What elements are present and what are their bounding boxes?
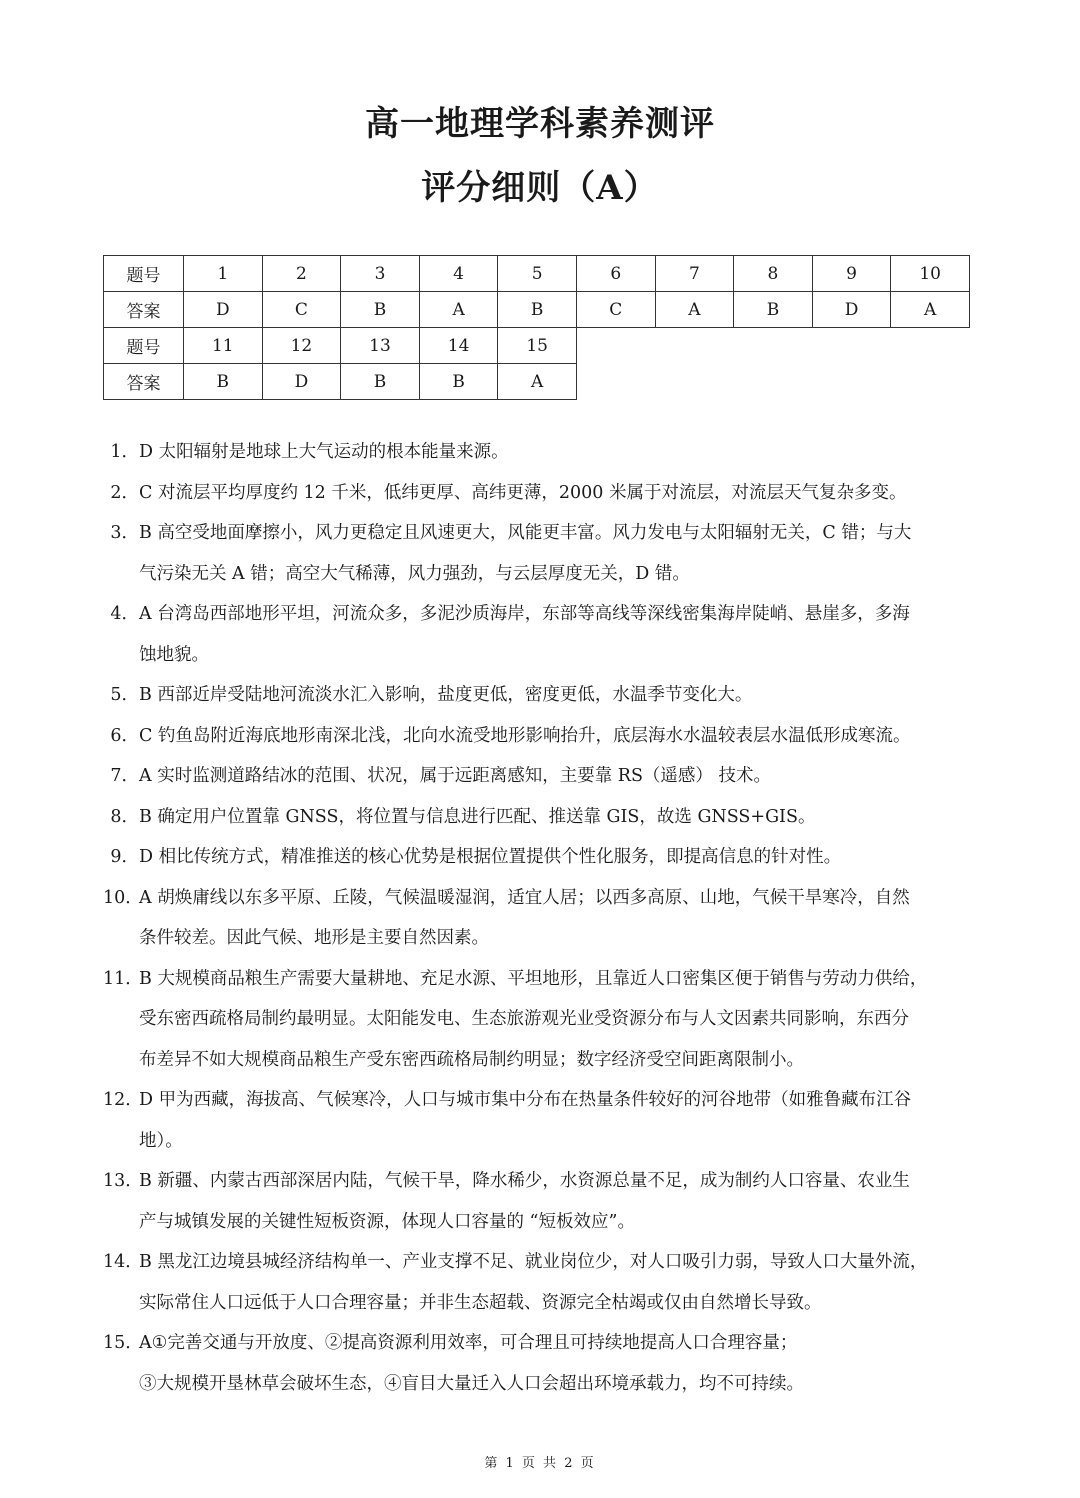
question-number-cell: 12 <box>262 328 341 364</box>
item-line: B 黑龙江边境县城经济结构单一、产业支撑不足、就业岗位少，对人口吸引力弱，导致人口大量外流， <box>139 1252 928 1272</box>
item-text <box>139 473 981 514</box>
item-number: 15． <box>103 1333 143 1353</box>
item-text <box>139 878 981 959</box>
answer-cell: B <box>734 292 813 328</box>
empty-cell <box>576 328 969 364</box>
item-line: ③大规模开垦林草会破坏生态，④盲目大量迁入人口会超出环境承载力，均不可持续。 <box>139 1373 804 1394</box>
item-line: 实际常住人口远低于人口合理容量；并非生态超载、资源完全枯竭或仅由自然增长导致。 <box>139 1292 822 1313</box>
item-line: A 胡焕庸线以东多平原、丘陵，气候温暖湿润，适宜人居；以西多高原、山地，气候干旱寒冷，自然 <box>139 887 910 908</box>
item-number: 7． <box>110 766 139 786</box>
item-number: 9． <box>110 847 139 867</box>
item-number: 2． <box>110 482 139 503</box>
answer-cell: D <box>184 292 263 328</box>
document-subtitle: 评分细则（A） <box>421 168 659 208</box>
item-line: B 确定用户位置靠 GNSS，将位置与信息进行匹配、推送靠 GIS，故选 GNSS+GIS。 <box>139 806 816 827</box>
item-number: 13． <box>103 1171 143 1191</box>
answer-cell: A <box>498 364 577 400</box>
item-line: A 台湾岛西部地形平坦，河流众多，多泥沙质海岸，东部等高线等深线密集海岸陡峭、悬崖多，多海 <box>139 604 910 624</box>
explanation-item <box>103 878 981 959</box>
question-number-cell: 13 <box>341 328 420 364</box>
item-text <box>139 797 981 838</box>
explanation-list <box>103 432 981 1404</box>
answer-cell: A <box>419 292 498 328</box>
explanation-item <box>103 473 981 514</box>
table-row-answer <box>104 292 970 328</box>
explanation-item <box>103 1080 981 1161</box>
item-text <box>139 1161 981 1242</box>
item-line: B 大规模商品粮生产需要大量耕地、充足水源、平坦地形，且靠近人口密集区便于销售与劳动力供给， <box>139 968 928 989</box>
question-number-cell: 10 <box>891 256 970 292</box>
item-line: 布差异不如大规模商品粮生产受东密西疏格局制约明显；数字经济受空间距离限制小。 <box>139 1049 804 1070</box>
item-text <box>139 513 981 594</box>
row-label-answer: 答案 <box>104 364 184 400</box>
question-number-cell: 4 <box>419 256 498 292</box>
item-number: 1． <box>110 442 139 462</box>
item-number: 6． <box>110 725 139 746</box>
question-number-cell: 8 <box>734 256 813 292</box>
item-text <box>139 1323 981 1404</box>
question-number-cell: 7 <box>655 256 734 292</box>
item-number: 14． <box>103 1252 143 1272</box>
explanation-item <box>103 756 981 797</box>
empty-cell <box>576 364 969 400</box>
item-line: A①完善交通与开放度、②提高资源利用效率，可合理且可持续地提高人口合理容量； <box>139 1333 798 1353</box>
item-number: 3． <box>110 523 139 543</box>
question-number-cell: 9 <box>812 256 891 292</box>
item-line: C 钓鱼岛附近海底地形南深北浅，北向水流受地形影响抬升，底层海水水温较表层水温低形成寒流。 <box>139 725 911 746</box>
question-number-cell: 14 <box>419 328 498 364</box>
explanation-item <box>103 675 981 716</box>
item-line: B 高空受地面摩擦小，风力更稳定且风速更大，风能更丰富。风力发电与太阳辐射无关，C 错；与大 <box>139 523 912 543</box>
item-line: D 相比传统方式，精准推送的核心优势是根据位置提供个性化服务，即提高信息的针对性。 <box>139 847 842 867</box>
explanation-item <box>103 959 981 1081</box>
item-line: 蚀地貌。 <box>139 644 209 665</box>
item-line: 产与城镇发展的关键性短板资源，体现人口容量的 “短板效应”。 <box>139 1211 635 1232</box>
item-text <box>139 432 981 473</box>
answer-table <box>103 255 970 400</box>
item-line: B 新疆、内蒙古西部深居内陆，气候干旱，降水稀少，水资源总量不足，成为制约人口容量、农业生 <box>139 1171 910 1191</box>
item-number: 10． <box>103 887 143 908</box>
answer-cell: A <box>655 292 734 328</box>
explanation-item <box>103 837 981 878</box>
explanation-item <box>103 1161 981 1242</box>
item-text <box>139 675 981 716</box>
item-text <box>139 1080 981 1161</box>
answer-cell: B <box>184 364 263 400</box>
explanation-item <box>103 513 981 594</box>
question-number-cell: 15 <box>498 328 577 364</box>
item-line: B 西部近岸受陆地河流淡水汇入影响，盐度更低，密度更低，水温季节变化大。 <box>139 685 753 705</box>
item-line: 气污染无关 A 错；高空大气稀薄，风力强劲，与云层厚度无关，D 错。 <box>139 563 690 584</box>
answer-cell: B <box>341 292 420 328</box>
item-line: D 甲为西藏，海拔高、气候寒冷，人口与城市集中分布在热量条件较好的河谷地带（如雅鲁藏布江谷 <box>139 1090 912 1110</box>
answer-cell: C <box>262 292 341 328</box>
table-row-answer <box>104 364 970 400</box>
item-line: 条件较差。因此气候、地形是主要自然因素。 <box>139 928 489 948</box>
table-row-question <box>104 328 970 364</box>
explanation-item <box>103 797 981 838</box>
explanation-item <box>103 716 981 757</box>
row-label-answer: 答案 <box>104 292 184 328</box>
question-number-cell: 2 <box>262 256 341 292</box>
question-number-cell: 5 <box>498 256 577 292</box>
page-number: 第 1 页 共 2 页 <box>484 1456 596 1471</box>
item-text <box>139 1242 981 1323</box>
item-line: 地）。 <box>139 1130 183 1151</box>
item-text <box>139 959 981 1081</box>
question-number-cell: 11 <box>184 328 263 364</box>
item-line: 受东密西疏格局制约最明显。太阳能发电、生态旅游观光业受资源分布与人文因素共同影响，东西分 <box>139 1009 909 1029</box>
item-text <box>139 837 981 878</box>
item-text <box>139 594 981 675</box>
item-number: 4． <box>110 604 139 624</box>
explanation-item <box>103 1242 981 1323</box>
explanation-item <box>103 594 981 675</box>
row-label-question: 题号 <box>104 256 184 292</box>
row-label-question: 题号 <box>104 328 184 364</box>
item-text <box>139 716 981 757</box>
item-number: 8． <box>110 806 139 827</box>
answer-cell: B <box>419 364 498 400</box>
document-title: 高一地理学科素养测评 <box>365 104 715 144</box>
question-number-cell: 6 <box>576 256 655 292</box>
answer-cell: D <box>262 364 341 400</box>
item-number: 5． <box>110 685 139 705</box>
question-number-cell: 1 <box>184 256 263 292</box>
answer-cell: D <box>812 292 891 328</box>
table-row-question <box>104 256 970 292</box>
item-line: A 实时监测道路结冰的范围、状况，属于远距离感知，主要靠 RS（遥感） 技术。 <box>139 766 771 786</box>
explanation-item <box>103 432 981 473</box>
item-line: D 太阳辐射是地球上大气运动的根本能量来源。 <box>139 442 509 462</box>
answer-cell: B <box>498 292 577 328</box>
item-line: C 对流层平均厚度约 12 千米，低纬更厚、高纬更薄，2000 米属于对流层，对流层天气复杂多变。 <box>139 482 907 503</box>
item-number: 12． <box>103 1090 143 1110</box>
item-text <box>139 756 981 797</box>
item-number: 11． <box>103 968 143 989</box>
answer-cell: B <box>341 364 420 400</box>
explanation-item <box>103 1323 981 1404</box>
answer-cell: C <box>576 292 655 328</box>
answer-cell: A <box>891 292 970 328</box>
question-number-cell: 3 <box>341 256 420 292</box>
